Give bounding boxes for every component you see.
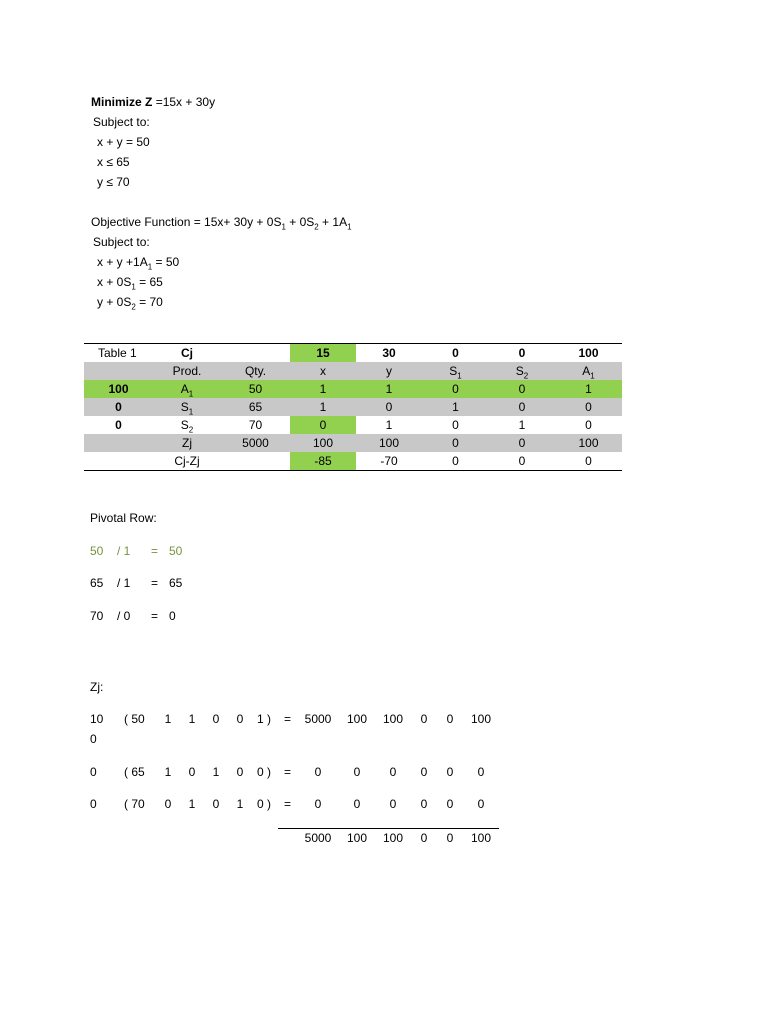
row-val: 1 — [290, 398, 356, 416]
row-cb: 0 — [84, 398, 153, 416]
constraint-2: x ≤ 65 — [97, 155, 130, 169]
zj-row-coef: 1 — [188, 712, 196, 726]
zj-row-result: 0 — [446, 797, 454, 811]
std-constraint-2 — [97, 275, 163, 292]
zj-row-coef: 1 — [188, 797, 196, 811]
zj-row-result: 0 — [477, 797, 485, 811]
cjzj-label: Cj-Zj — [153, 452, 221, 471]
header-s1-sub: 1 — [457, 371, 462, 381]
zj-row-coef: 0 — [164, 797, 172, 811]
zj-row-eq: = — [284, 712, 292, 726]
pivotal-row-title: Pivotal Row: — [90, 511, 157, 525]
row-prod — [153, 380, 221, 398]
zj-row-qty: ( 50 — [124, 712, 145, 726]
ratio-div: / 0 — [117, 609, 131, 623]
zj-total: 100 — [346, 831, 368, 845]
cjzj-val: 0 — [489, 452, 555, 471]
table-row-a1 — [84, 380, 622, 398]
std-c1-prefix: x + y +1A — [97, 255, 148, 269]
cj-value-x: 15 — [290, 344, 356, 363]
row-prod — [153, 398, 221, 416]
zj-row-eq: = — [284, 765, 292, 779]
objective-expression: =15x + 30y — [155, 95, 216, 109]
zj-val: 100 — [555, 434, 622, 452]
zj-calc-title: Zj: — [90, 680, 104, 694]
zj-row-result: 0 — [420, 797, 428, 811]
ratio-eq: = — [151, 609, 159, 623]
cjzj-val: 0 — [422, 452, 489, 471]
row-cb: 0 — [115, 418, 122, 432]
header-s1 — [422, 362, 489, 380]
cj-value-y: 30 — [356, 344, 422, 363]
zj-row-cb: 0 — [90, 765, 97, 779]
cj-label: Cj — [153, 344, 221, 363]
zj-total: 5000 — [304, 831, 332, 845]
table-row-zj — [84, 434, 622, 452]
std-c1-sub: 1 — [147, 262, 153, 272]
zj-row-result: 0 — [477, 765, 485, 779]
ratio-result: 0 — [169, 609, 176, 623]
constraint-1: x + y = 50 — [97, 135, 150, 149]
std-c3-suffix: = 70 — [135, 295, 163, 309]
header-s1-base: S — [449, 364, 458, 378]
zj-total: 0 — [420, 831, 428, 845]
table-cell — [84, 452, 153, 471]
row-val: 1 — [356, 380, 422, 398]
row-qty: 65 — [221, 398, 290, 416]
zj-row-coef: 1 ) — [256, 712, 271, 726]
zj-val: 0 — [422, 434, 489, 452]
zj-total: 0 — [446, 831, 454, 845]
row-val: 1 — [518, 418, 526, 432]
cj-value-a1: 100 — [555, 344, 622, 363]
table-header-row — [84, 362, 622, 380]
header-y: y — [356, 362, 422, 380]
ratio-eq: = — [151, 576, 159, 590]
std-constraint-3 — [97, 295, 163, 312]
table-title: Table 1 — [84, 344, 153, 363]
zj-row-result: 100 — [346, 712, 368, 726]
header-a1 — [555, 362, 622, 380]
std-obj-sub-3: 1 — [347, 222, 352, 232]
header-s2 — [489, 362, 555, 380]
objective-line — [91, 95, 215, 109]
simplex-table — [84, 343, 622, 471]
header-a1-sub: 1 — [590, 371, 595, 381]
ratio-num: 70 — [90, 609, 104, 623]
zj-val: 0 — [489, 434, 555, 452]
std-c1-suffix: = 50 — [152, 255, 180, 269]
header-a1-base: A — [582, 364, 591, 378]
row-prod-base: S — [180, 418, 189, 432]
table-cell — [84, 362, 153, 380]
zj-row-qty: ( 70 — [124, 797, 145, 811]
pivot-element: 1 — [290, 380, 356, 398]
zj-row-coef: 1 — [236, 797, 244, 811]
sum-divider — [278, 828, 499, 829]
row-val: 0 — [489, 398, 555, 416]
std-c3-prefix: y + 0S — [97, 295, 132, 309]
constraint-3: y ≤ 70 — [97, 175, 130, 189]
row-prod — [153, 416, 221, 434]
zj-row-eq: = — [284, 797, 292, 811]
zj-row-coef: 0 — [236, 712, 244, 726]
standard-objective — [91, 215, 352, 232]
std-obj-part-2: + 0S — [285, 215, 315, 229]
zj-row-coef: 0 ) — [256, 797, 271, 811]
std-obj-part-3: + 1A — [318, 215, 348, 229]
table-row-s2 — [84, 416, 622, 434]
std-c2-prefix: x + 0S — [97, 275, 132, 289]
cjzj-val: -70 — [356, 452, 422, 471]
zj-row-result: 0 — [420, 765, 428, 779]
zj-row-result: 5000 — [304, 712, 332, 726]
std-c3-sub: 2 — [131, 302, 136, 312]
zj-row-cb: 10 — [90, 712, 104, 726]
ratio-div: / 1 — [117, 544, 131, 558]
row-val: 0 — [489, 380, 555, 398]
ratio-eq: = — [151, 544, 159, 558]
row-val: 1 — [385, 418, 393, 432]
zj-qty: 5000 — [221, 434, 290, 452]
row-val: 0 — [555, 398, 622, 416]
std-obj-part-1: Objective Function = 15x+ 30y + 0S — [91, 215, 282, 229]
ratio-num: 65 — [90, 576, 104, 590]
row-prod-sub: 1 — [188, 389, 194, 399]
zj-val: 100 — [356, 434, 422, 452]
zj-row-result: 100 — [382, 712, 404, 726]
zj-label: Zj — [153, 434, 221, 452]
row-val: 1 — [422, 398, 489, 416]
row-val: 0 — [356, 398, 422, 416]
zj-row-coef: 0 ) — [256, 765, 271, 779]
std-constraint-1 — [97, 255, 180, 272]
std-c2-sub: 1 — [131, 282, 136, 292]
zj-row-qty: ( 65 — [124, 765, 145, 779]
cjzj-val: -85 — [290, 452, 356, 471]
row-qty: 70 — [248, 418, 263, 432]
header-x: x — [290, 362, 356, 380]
zj-row-result: 100 — [470, 712, 492, 726]
ratio-result: 50 — [169, 544, 183, 558]
subject-to-label: Subject to: — [93, 115, 150, 129]
zj-row-result: 0 — [314, 765, 322, 779]
zj-row-coef: 1 — [164, 765, 172, 779]
zj-total: 100 — [470, 831, 492, 845]
row-prod-base: A — [180, 382, 189, 396]
ratio-num: 50 — [90, 544, 104, 558]
zj-row-coef: 0 — [236, 765, 244, 779]
ratio-div: / 1 — [117, 576, 131, 590]
row-qty: 50 — [221, 380, 290, 398]
header-qty: Qty. — [221, 362, 290, 380]
cj-value-s2: 0 — [489, 344, 555, 363]
ratio-result: 65 — [169, 576, 183, 590]
cjzj-val: 0 — [555, 452, 622, 471]
row-prod-base: S — [180, 400, 189, 414]
zj-row-cb: 0 — [90, 797, 97, 811]
zj-row-result: 0 — [389, 797, 397, 811]
zj-row-cb-wrap: 0 — [90, 732, 97, 746]
row-cb: 100 — [84, 380, 153, 398]
table-cell — [221, 344, 290, 363]
row-prod-sub: 1 — [188, 407, 194, 417]
zj-row-result: 0 — [446, 765, 454, 779]
std-c2-suffix: = 65 — [135, 275, 163, 289]
zj-row-coef: 1 — [164, 712, 172, 726]
std-obj-sub-1: 1 — [281, 222, 286, 232]
zj-row-coef: 0 — [212, 797, 220, 811]
zj-row-result: 0 — [446, 712, 454, 726]
objective-label: Minimize Z — [91, 95, 153, 109]
zj-row-result: 0 — [314, 797, 322, 811]
row-val: 0 — [422, 380, 489, 398]
header-s2-sub: 2 — [523, 371, 529, 381]
header-prod: Prod. — [153, 362, 221, 380]
table-cell — [84, 434, 153, 452]
zj-val: 100 — [290, 434, 356, 452]
row-val: 0 — [452, 418, 459, 432]
std-subject-to-label: Subject to: — [93, 235, 150, 249]
cj-value-s1: 0 — [422, 344, 489, 363]
row-val: 1 — [555, 380, 622, 398]
zj-row-result: 0 — [353, 765, 361, 779]
zj-row-coef: 0 — [188, 765, 196, 779]
zj-total: 100 — [382, 831, 404, 845]
table-row-cjzj — [84, 452, 622, 471]
zj-row-result: 0 — [353, 797, 361, 811]
row-prod-sub: 2 — [188, 425, 194, 435]
table-row-s1 — [84, 398, 622, 416]
row-val: 0 — [290, 416, 356, 434]
header-s2-base: S — [515, 364, 524, 378]
row-val: 0 — [585, 418, 592, 432]
zj-row-result: 0 — [389, 765, 397, 779]
table-row-cj — [84, 344, 622, 363]
zj-row-coef: 0 — [212, 712, 220, 726]
std-obj-sub-2: 2 — [314, 222, 319, 232]
table-cell — [221, 452, 290, 471]
zj-row-result: 0 — [420, 712, 428, 726]
zj-row-coef: 1 — [212, 765, 220, 779]
